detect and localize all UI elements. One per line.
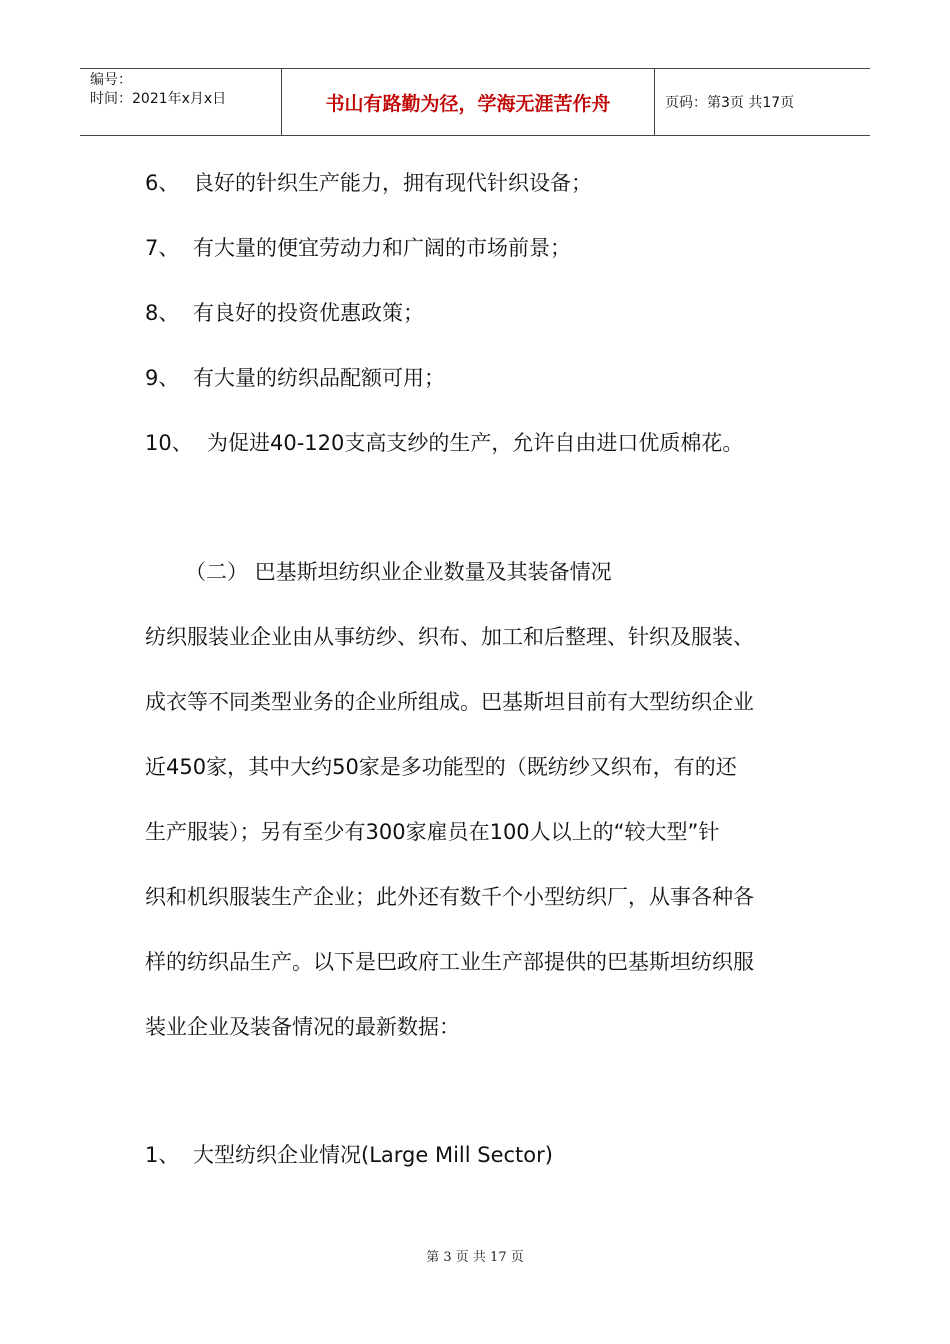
subheading-number: 1、 xyxy=(145,1143,180,1167)
list-item-number: 6、 xyxy=(145,171,180,195)
header-number-label: 编号： xyxy=(90,72,132,88)
list-item-text: 有大量的便宜劳动力和广阔的市场前景； xyxy=(193,236,571,260)
paragraph-line: 纺织服装业企业由从事纺纱、织布、加工和后整理、针织及服装、 xyxy=(145,625,754,649)
subheading xyxy=(145,1140,553,1170)
list-item-text: 为促进40-120支高支纱的生产，允许自由进口优质棉花。 xyxy=(207,431,744,455)
list-item-number: 10、 xyxy=(145,431,193,455)
subheading-text: 大型纺织企业情况(Large Mill Sector) xyxy=(193,1143,553,1167)
list-item xyxy=(145,233,571,263)
list-item xyxy=(145,168,592,198)
list-item-number: 7、 xyxy=(145,236,180,260)
header-motto: 书山有路勤为径，学海无涯苦作舟 xyxy=(282,69,655,135)
list-item xyxy=(145,363,445,393)
list-item-number: 9、 xyxy=(145,366,180,390)
list-item-text: 有良好的投资优惠政策； xyxy=(193,301,424,325)
paragraph-line: 装业企业及装备情况的最新数据： xyxy=(145,1015,460,1039)
list-item-text: 良好的针织生产能力，拥有现代针织设备； xyxy=(193,171,592,195)
list-item xyxy=(145,298,424,328)
section-title: （二） 巴基斯坦纺织业企业数量及其装备情况 xyxy=(185,560,612,584)
paragraph-line: 样的纺织品生产。以下是巴政府工业生产部提供的巴基斯坦纺织服 xyxy=(145,950,754,974)
header-time-label: 时间：2021年x月x日 xyxy=(90,91,227,107)
paragraph-line: 生产服装）；另有至少有300家雇员在100人以上的“较大型”针 xyxy=(145,820,720,844)
paragraph-line: 织和机织服装生产企业；此外还有数千个小型纺织厂，从事各种各 xyxy=(145,885,754,909)
header-page-info: 页码：第3页 共17页 xyxy=(665,95,795,111)
paragraph-line: 成衣等不同类型业务的企业所组成。巴基斯坦目前有大型纺织企业 xyxy=(145,690,754,714)
header-meta xyxy=(80,69,282,135)
page-footer: 第 3 页 共 17 页 xyxy=(426,1250,524,1265)
list-item-number: 8、 xyxy=(145,301,180,325)
list-item-text: 有大量的纺织品配额可用； xyxy=(193,366,445,390)
paragraph-line: 近450家，其中大约50家是多功能型的（既纺纱又织布，有的还 xyxy=(145,755,737,779)
page-header xyxy=(80,68,870,136)
list-item xyxy=(145,428,743,458)
